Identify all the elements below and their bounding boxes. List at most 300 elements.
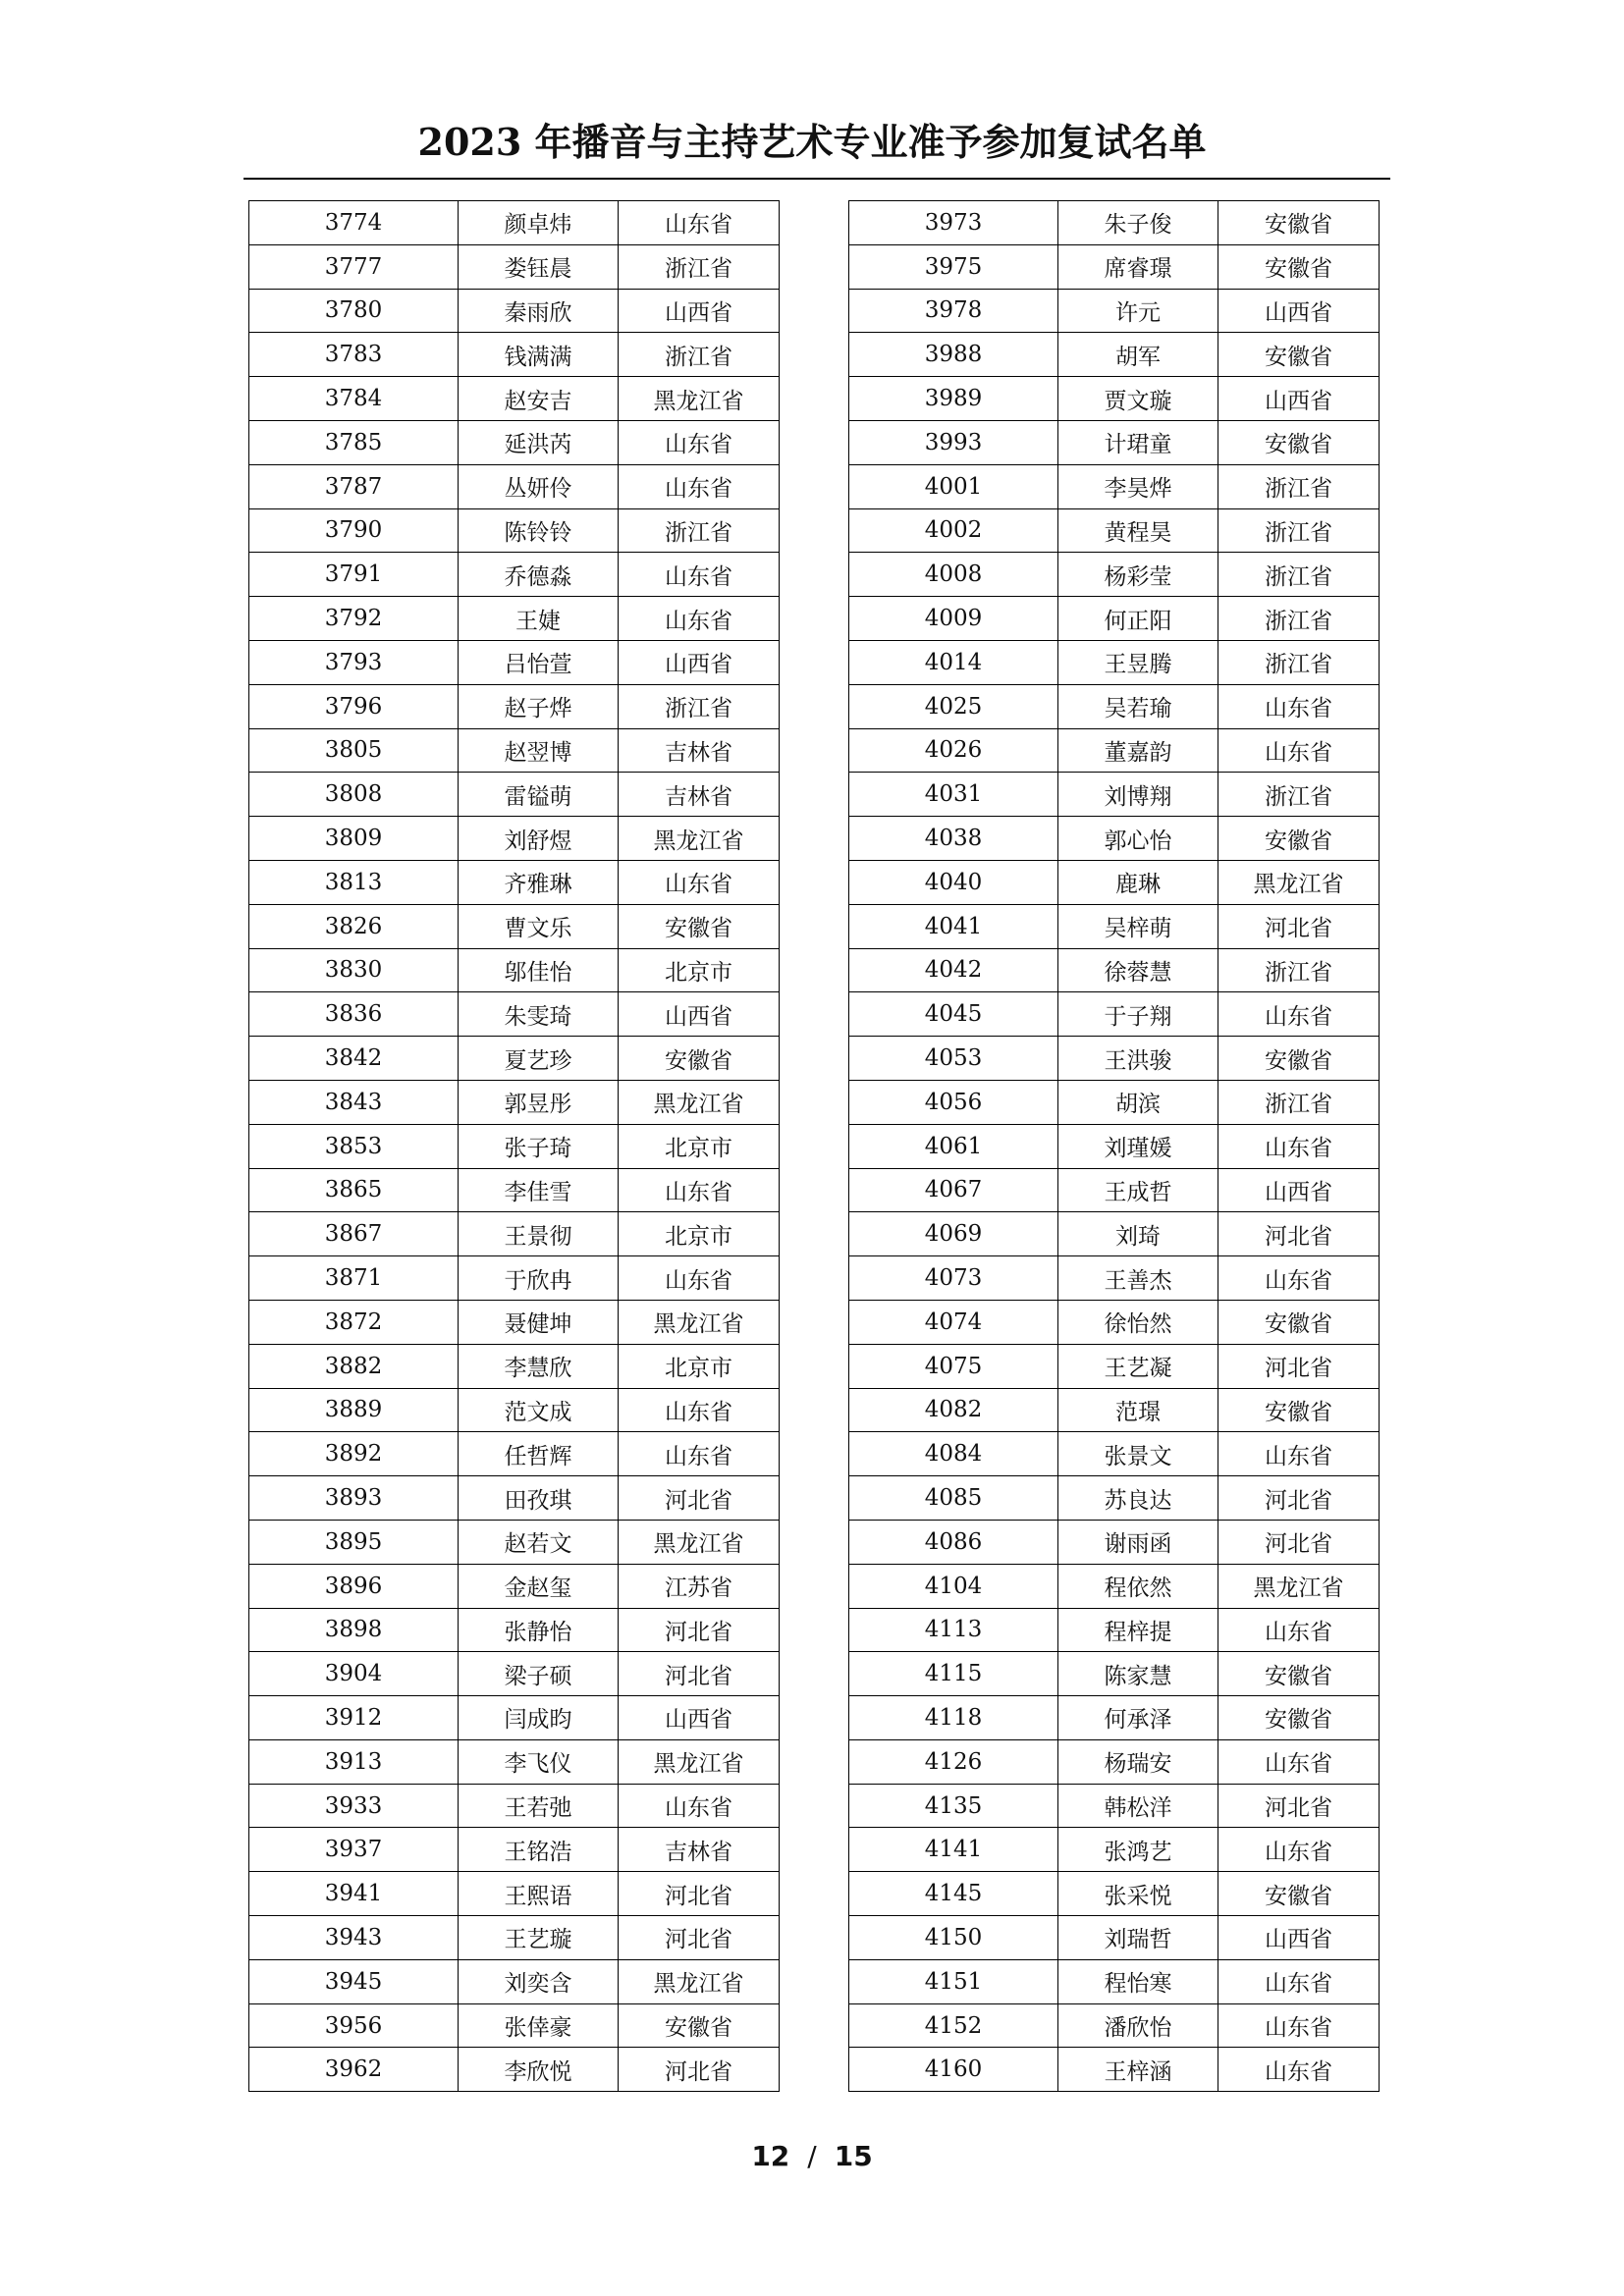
candidate-name-cell: 王艺璇: [459, 1916, 619, 1960]
page-separator: /: [807, 2140, 817, 2172]
candidate-province-cell: 北京市: [619, 1212, 780, 1256]
table-row: [249, 201, 780, 245]
candidate-id-cell: 4135: [849, 1784, 1058, 1828]
candidate-name-cell: 李欣悦: [459, 2048, 619, 2092]
candidate-province-cell: 黑龙江省: [619, 1959, 780, 2003]
table-row: [249, 1696, 780, 1740]
table-row: [249, 1212, 780, 1256]
document-title: 2023 年播音与主持艺术专业准予参加复试名单: [417, 120, 1207, 164]
candidate-name-cell: 李慧欣: [459, 1344, 619, 1388]
table-row: [849, 1080, 1380, 1124]
candidate-name-cell: 曹文乐: [459, 904, 619, 948]
table-row: [249, 508, 780, 553]
candidate-name-cell: 于欣冉: [459, 1256, 619, 1301]
candidate-id-cell: 3777: [249, 244, 459, 289]
table-row: [249, 992, 780, 1037]
candidate-id-cell: 3813: [249, 860, 459, 904]
candidate-province-cell: 安徽省: [1218, 1696, 1380, 1740]
candidate-province-cell: 河北省: [1218, 904, 1380, 948]
table-row: [849, 1608, 1380, 1652]
candidate-name-cell: 鹿琳: [1058, 860, 1218, 904]
candidate-province-cell: 河北省: [619, 1476, 780, 1521]
candidate-name-cell: 吴梓萌: [1058, 904, 1218, 948]
candidate-id-cell: 3993: [849, 420, 1058, 464]
candidate-id-cell: 4053: [849, 1037, 1058, 1081]
candidate-name-cell: 任哲辉: [459, 1432, 619, 1476]
candidate-name-cell: 张采悦: [1058, 1872, 1218, 1916]
candidate-id-cell: 3787: [249, 464, 459, 508]
candidate-province-cell: 吉林省: [619, 773, 780, 817]
candidate-province-cell: 山东省: [1218, 1432, 1380, 1476]
candidate-province-cell: 河北省: [1218, 1344, 1380, 1388]
table-row: [849, 773, 1380, 817]
candidate-province-cell: 黑龙江省: [619, 1300, 780, 1344]
table-row: [249, 553, 780, 597]
table-row: [849, 1037, 1380, 1081]
candidate-name-cell: 赵若文: [459, 1520, 619, 1564]
candidate-id-cell: 3843: [249, 1080, 459, 1124]
roster-table-right: [848, 200, 1380, 2092]
candidate-name-cell: 王善杰: [1058, 1256, 1218, 1301]
candidate-name-cell: 于子翔: [1058, 992, 1218, 1037]
table-row: [849, 817, 1380, 861]
candidate-id-cell: 4041: [849, 904, 1058, 948]
candidate-name-cell: 朱雯琦: [459, 992, 619, 1037]
table-row: [849, 1564, 1380, 1608]
candidate-name-cell: 胡军: [1058, 333, 1218, 377]
candidate-province-cell: 浙江省: [1218, 464, 1380, 508]
candidate-province-cell: 山东省: [1218, 1256, 1380, 1301]
candidate-province-cell: 安徽省: [1218, 333, 1380, 377]
candidate-id-cell: 4141: [849, 1828, 1058, 1872]
table-row: [249, 1520, 780, 1564]
table-row: [849, 1520, 1380, 1564]
candidate-name-cell: 王梓涵: [1058, 2048, 1218, 2092]
candidate-province-cell: 浙江省: [619, 684, 780, 728]
table-row: [249, 1037, 780, 1081]
table-row: [249, 1959, 780, 2003]
candidate-name-cell: 丛妍伶: [459, 464, 619, 508]
candidate-name-cell: 黄程昊: [1058, 508, 1218, 553]
candidate-id-cell: 3895: [249, 1520, 459, 1564]
candidate-id-cell: 4056: [849, 1080, 1058, 1124]
candidate-province-cell: 浙江省: [619, 244, 780, 289]
candidate-province-cell: 北京市: [619, 1124, 780, 1168]
table-row: [849, 464, 1380, 508]
candidate-province-cell: 山东省: [619, 597, 780, 641]
candidate-id-cell: 4085: [849, 1476, 1058, 1521]
table-row: [849, 640, 1380, 684]
table-row: [249, 1388, 780, 1432]
page-number: [0, 2140, 1624, 2172]
candidate-province-cell: 河北省: [619, 1608, 780, 1652]
candidate-name-cell: 张景文: [1058, 1432, 1218, 1476]
candidate-province-cell: 安徽省: [619, 1037, 780, 1081]
candidate-name-cell: 谢雨函: [1058, 1520, 1218, 1564]
table-row: [849, 377, 1380, 421]
candidate-name-cell: 何正阳: [1058, 597, 1218, 641]
table-row: [849, 289, 1380, 333]
candidate-province-cell: 山东省: [1218, 1828, 1380, 1872]
candidate-name-cell: 张静怡: [459, 1608, 619, 1652]
candidate-id-cell: 3937: [249, 1828, 459, 1872]
candidate-name-cell: 计珺童: [1058, 420, 1218, 464]
table-row: [849, 244, 1380, 289]
candidate-province-cell: 安徽省: [1218, 1652, 1380, 1696]
candidate-province-cell: 安徽省: [1218, 201, 1380, 245]
candidate-name-cell: 吴若瑜: [1058, 684, 1218, 728]
candidate-id-cell: 4104: [849, 1564, 1058, 1608]
candidate-province-cell: 山西省: [1218, 377, 1380, 421]
table-row: [849, 1168, 1380, 1212]
candidate-name-cell: 王若弛: [459, 1784, 619, 1828]
table-row: [249, 1608, 780, 1652]
table-row: [249, 597, 780, 641]
table-row: [849, 728, 1380, 773]
table-row: [249, 1652, 780, 1696]
candidate-id-cell: 3871: [249, 1256, 459, 1301]
candidate-province-cell: 河北省: [1218, 1476, 1380, 1521]
table-row: [249, 728, 780, 773]
candidate-name-cell: 邬佳怡: [459, 948, 619, 992]
table-row: [849, 1212, 1380, 1256]
table-row: [849, 508, 1380, 553]
candidate-id-cell: 3826: [249, 904, 459, 948]
candidate-id-cell: 4086: [849, 1520, 1058, 1564]
candidate-province-cell: 安徽省: [619, 2003, 780, 2048]
candidate-province-cell: 山西省: [1218, 1168, 1380, 1212]
candidate-province-cell: 黑龙江省: [1218, 860, 1380, 904]
table-row: [849, 553, 1380, 597]
candidate-name-cell: 雷镒萌: [459, 773, 619, 817]
candidate-id-cell: 4038: [849, 817, 1058, 861]
candidate-id-cell: 3774: [249, 201, 459, 245]
candidate-province-cell: 浙江省: [1218, 597, 1380, 641]
candidate-id-cell: 3791: [249, 553, 459, 597]
candidate-id-cell: 4002: [849, 508, 1058, 553]
candidate-province-cell: 山东省: [619, 1256, 780, 1301]
candidate-id-cell: 4042: [849, 948, 1058, 992]
candidate-province-cell: 山西省: [619, 640, 780, 684]
candidate-province-cell: 黑龙江省: [1218, 1564, 1380, 1608]
roster-table-left: [248, 200, 780, 2092]
table-row: [849, 1432, 1380, 1476]
candidate-name-cell: 延洪芮: [459, 420, 619, 464]
candidate-name-cell: 李佳雪: [459, 1168, 619, 1212]
candidate-province-cell: 安徽省: [1218, 1037, 1380, 1081]
table-row: [849, 1696, 1380, 1740]
roster-table-left-body: [249, 201, 780, 2092]
candidate-id-cell: 4150: [849, 1916, 1058, 1960]
candidate-id-cell: 3805: [249, 728, 459, 773]
candidate-name-cell: 刘奕含: [459, 1959, 619, 2003]
candidate-province-cell: 浙江省: [1218, 1080, 1380, 1124]
candidate-id-cell: 4084: [849, 1432, 1058, 1476]
candidate-name-cell: 乔德淼: [459, 553, 619, 597]
candidate-id-cell: 3836: [249, 992, 459, 1037]
table-row: [249, 640, 780, 684]
candidate-province-cell: 安徽省: [1218, 420, 1380, 464]
candidate-province-cell: 山东省: [619, 1432, 780, 1476]
candidate-id-cell: 4118: [849, 1696, 1058, 1740]
candidate-name-cell: 刘瑾媛: [1058, 1124, 1218, 1168]
candidate-id-cell: 4069: [849, 1212, 1058, 1256]
candidate-province-cell: 安徽省: [1218, 1872, 1380, 1916]
candidate-name-cell: 郭昱彤: [459, 1080, 619, 1124]
candidate-id-cell: 3792: [249, 597, 459, 641]
candidate-id-cell: 4040: [849, 860, 1058, 904]
candidate-name-cell: 王艺凝: [1058, 1344, 1218, 1388]
candidate-name-cell: 许元: [1058, 289, 1218, 333]
table-row: [249, 1916, 780, 1960]
table-row: [249, 1784, 780, 1828]
candidate-province-cell: 山东省: [1218, 2048, 1380, 2092]
candidate-id-cell: 4026: [849, 728, 1058, 773]
table-row: [849, 1828, 1380, 1872]
table-row: [249, 1432, 780, 1476]
candidate-province-cell: 河北省: [619, 1872, 780, 1916]
candidate-id-cell: 3853: [249, 1124, 459, 1168]
table-row: [849, 201, 1380, 245]
candidate-name-cell: 李昊烨: [1058, 464, 1218, 508]
candidate-id-cell: 4025: [849, 684, 1058, 728]
candidate-province-cell: 河北省: [1218, 1784, 1380, 1828]
candidate-id-cell: 3904: [249, 1652, 459, 1696]
candidate-id-cell: 3808: [249, 773, 459, 817]
page-total: 15: [834, 2140, 873, 2172]
candidate-id-cell: 3780: [249, 289, 459, 333]
candidate-id-cell: 3912: [249, 1696, 459, 1740]
candidate-id-cell: 4008: [849, 553, 1058, 597]
candidate-province-cell: 安徽省: [619, 904, 780, 948]
candidate-name-cell: 程怡寒: [1058, 1959, 1218, 2003]
candidate-id-cell: 3872: [249, 1300, 459, 1344]
candidate-id-cell: 3793: [249, 640, 459, 684]
candidate-province-cell: 河北省: [1218, 1212, 1380, 1256]
candidate-id-cell: 4082: [849, 1388, 1058, 1432]
candidate-id-cell: 4115: [849, 1652, 1058, 1696]
table-row: [849, 2048, 1380, 2092]
candidate-name-cell: 董嘉韵: [1058, 728, 1218, 773]
candidate-province-cell: 山东省: [619, 420, 780, 464]
candidate-name-cell: 程梓提: [1058, 1608, 1218, 1652]
candidate-id-cell: 3809: [249, 817, 459, 861]
candidate-name-cell: 杨彩莹: [1058, 553, 1218, 597]
table-row: [849, 333, 1380, 377]
table-row: [249, 948, 780, 992]
candidate-name-cell: 颜卓炜: [459, 201, 619, 245]
candidate-name-cell: 王熙语: [459, 1872, 619, 1916]
candidate-id-cell: 3941: [249, 1872, 459, 1916]
table-row: [249, 2003, 780, 2048]
candidate-id-cell: 3882: [249, 1344, 459, 1388]
candidate-name-cell: 潘欣怡: [1058, 2003, 1218, 2048]
candidate-name-cell: 何承泽: [1058, 1696, 1218, 1740]
candidate-id-cell: 3989: [849, 377, 1058, 421]
candidate-province-cell: 河北省: [619, 1916, 780, 1960]
candidate-name-cell: 梁子硕: [459, 1652, 619, 1696]
table-row: [849, 1959, 1380, 2003]
candidate-name-cell: 李飞仪: [459, 1739, 619, 1784]
candidate-id-cell: 3889: [249, 1388, 459, 1432]
candidate-name-cell: 程依然: [1058, 1564, 1218, 1608]
candidate-name-cell: 郭心怡: [1058, 817, 1218, 861]
table-row: [249, 289, 780, 333]
candidate-id-cell: 4113: [849, 1608, 1058, 1652]
candidate-name-cell: 王成哲: [1058, 1168, 1218, 1212]
candidate-id-cell: 3790: [249, 508, 459, 553]
table-row: [249, 420, 780, 464]
candidate-name-cell: 贾文璇: [1058, 377, 1218, 421]
candidate-name-cell: 王婕: [459, 597, 619, 641]
candidate-name-cell: 席睿璟: [1058, 244, 1218, 289]
candidate-name-cell: 范文成: [459, 1388, 619, 1432]
candidate-province-cell: 浙江省: [1218, 640, 1380, 684]
candidate-id-cell: 4067: [849, 1168, 1058, 1212]
candidate-province-cell: 山东省: [619, 201, 780, 245]
candidate-id-cell: 3830: [249, 948, 459, 992]
candidate-id-cell: 3973: [849, 201, 1058, 245]
candidate-id-cell: 4061: [849, 1124, 1058, 1168]
candidate-province-cell: 安徽省: [1218, 817, 1380, 861]
candidate-name-cell: 胡滨: [1058, 1080, 1218, 1124]
candidate-name-cell: 张子琦: [459, 1124, 619, 1168]
candidate-name-cell: 王昱腾: [1058, 640, 1218, 684]
candidate-id-cell: 3783: [249, 333, 459, 377]
candidate-name-cell: 刘舒煜: [459, 817, 619, 861]
candidate-name-cell: 韩松洋: [1058, 1784, 1218, 1828]
table-row: [249, 1739, 780, 1784]
candidate-province-cell: 山东省: [619, 553, 780, 597]
table-row: [849, 1344, 1380, 1388]
candidate-name-cell: 夏艺珍: [459, 1037, 619, 1081]
candidate-name-cell: 赵翌博: [459, 728, 619, 773]
candidate-name-cell: 范璟: [1058, 1388, 1218, 1432]
candidate-province-cell: 吉林省: [619, 728, 780, 773]
candidate-id-cell: 3867: [249, 1212, 459, 1256]
table-row: [849, 2003, 1380, 2048]
candidate-id-cell: 3893: [249, 1476, 459, 1521]
candidate-name-cell: 杨瑞安: [1058, 1739, 1218, 1784]
table-row: [249, 377, 780, 421]
candidate-name-cell: 聂健坤: [459, 1300, 619, 1344]
table-row: [849, 684, 1380, 728]
candidate-province-cell: 山东省: [1218, 1608, 1380, 1652]
candidate-name-cell: 陈家慧: [1058, 1652, 1218, 1696]
table-row: [249, 1168, 780, 1212]
table-row: [849, 1476, 1380, 1521]
table-row: [249, 1344, 780, 1388]
candidate-name-cell: 王洪骏: [1058, 1037, 1218, 1081]
candidate-id-cell: 3978: [849, 289, 1058, 333]
candidate-province-cell: 浙江省: [1218, 553, 1380, 597]
candidate-name-cell: 王铭浩: [459, 1828, 619, 1872]
candidate-id-cell: 3913: [249, 1739, 459, 1784]
table-row: [249, 2048, 780, 2092]
candidate-id-cell: 3943: [249, 1916, 459, 1960]
candidate-id-cell: 3898: [249, 1608, 459, 1652]
candidate-id-cell: 4009: [849, 597, 1058, 641]
candidate-province-cell: 山东省: [1218, 1959, 1380, 2003]
table-row: [849, 1872, 1380, 1916]
candidate-province-cell: 黑龙江省: [619, 377, 780, 421]
candidate-province-cell: 山东省: [619, 464, 780, 508]
candidate-id-cell: 4152: [849, 2003, 1058, 2048]
table-row: [249, 1256, 780, 1301]
candidate-name-cell: 赵安吉: [459, 377, 619, 421]
candidate-name-cell: 苏良达: [1058, 1476, 1218, 1521]
candidate-name-cell: 刘博翔: [1058, 773, 1218, 817]
table-row: [249, 817, 780, 861]
table-row: [849, 1652, 1380, 1696]
candidate-province-cell: 浙江省: [1218, 773, 1380, 817]
candidate-province-cell: 安徽省: [1218, 1388, 1380, 1432]
table-row: [849, 1256, 1380, 1301]
candidate-id-cell: 3962: [249, 2048, 459, 2092]
table-row: [249, 244, 780, 289]
candidate-name-cell: 钱满满: [459, 333, 619, 377]
candidate-province-cell: 河北省: [1218, 1520, 1380, 1564]
table-row: [849, 597, 1380, 641]
table-row: [849, 1916, 1380, 1960]
candidate-name-cell: 刘瑞哲: [1058, 1916, 1218, 1960]
candidate-id-cell: 3796: [249, 684, 459, 728]
table-row: [249, 1564, 780, 1608]
candidate-id-cell: 3842: [249, 1037, 459, 1081]
candidate-province-cell: 山东省: [1218, 728, 1380, 773]
candidate-id-cell: 4031: [849, 773, 1058, 817]
candidate-name-cell: 徐蓉慧: [1058, 948, 1218, 992]
table-row: [249, 773, 780, 817]
candidate-province-cell: 山东省: [619, 1784, 780, 1828]
candidate-id-cell: 4045: [849, 992, 1058, 1037]
candidate-name-cell: 朱子俊: [1058, 201, 1218, 245]
table-row: [249, 464, 780, 508]
candidate-province-cell: 河北省: [619, 2048, 780, 2092]
candidate-province-cell: 山东省: [619, 1388, 780, 1432]
candidate-id-cell: 3975: [849, 244, 1058, 289]
candidate-province-cell: 山西省: [1218, 289, 1380, 333]
candidate-name-cell: 娄钰晨: [459, 244, 619, 289]
candidate-id-cell: 3865: [249, 1168, 459, 1212]
candidate-id-cell: 4160: [849, 2048, 1058, 2092]
candidate-province-cell: 浙江省: [619, 333, 780, 377]
candidate-province-cell: 北京市: [619, 948, 780, 992]
table-row: [249, 1872, 780, 1916]
candidate-name-cell: 赵子烨: [459, 684, 619, 728]
table-row: [249, 1476, 780, 1521]
candidate-province-cell: 山西省: [619, 289, 780, 333]
candidate-id-cell: 3933: [249, 1784, 459, 1828]
candidate-id-cell: 3892: [249, 1432, 459, 1476]
table-row: [849, 948, 1380, 992]
candidate-id-cell: 4074: [849, 1300, 1058, 1344]
table-row: [849, 420, 1380, 464]
table-row: [249, 684, 780, 728]
candidate-name-cell: 金赵玺: [459, 1564, 619, 1608]
candidate-name-cell: 张倖豪: [459, 2003, 619, 2048]
candidate-province-cell: 山西省: [619, 1696, 780, 1740]
table-row: [249, 1828, 780, 1872]
candidate-province-cell: 山东省: [1218, 684, 1380, 728]
candidate-province-cell: 黑龙江省: [619, 1520, 780, 1564]
candidate-id-cell: 3988: [849, 333, 1058, 377]
candidate-province-cell: 黑龙江省: [619, 1080, 780, 1124]
candidate-id-cell: 4001: [849, 464, 1058, 508]
candidate-province-cell: 山东省: [619, 1168, 780, 1212]
candidate-id-cell: 4151: [849, 1959, 1058, 2003]
candidate-id-cell: 4075: [849, 1344, 1058, 1388]
